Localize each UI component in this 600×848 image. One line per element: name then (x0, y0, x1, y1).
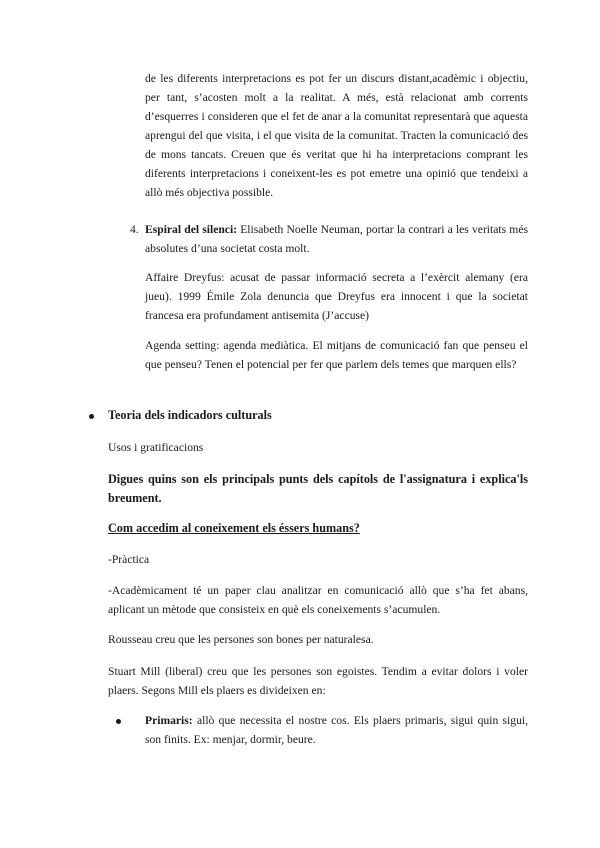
academic-paragraph: -Acadèmicament té un paper clau analitzar en comunicació allò que s’ha fet abans, aplicant un mètode que consisteix en què els coneixements s’acumulen. (108, 584, 528, 616)
section-heading: Com accedim al coneixement els éssers humans? (108, 521, 360, 535)
intro-paragraph: de les diferents interpretacions es pot fer un discurs distant,acadèmic i objectiu, per tant, s’acosten molt a la realitat. A més, està relacionat amb corrents d’esquerres i consideren que el fet de anar a la comunitat representarà que aquesta aprengui del que visita, i el que visita de la comunitat. Tracten la comunicació des de mons tancats. Creuen que és veritat que hi ha interpretacions comprant les diferents interpretacions i coneixent-les es pot emetre una opinió que tendeixi a allò més objectiva possible. (145, 72, 528, 199)
primaris-paragraph (145, 711, 528, 749)
usos-gratificacions-line: Usos i gratificacions (108, 441, 204, 454)
primaris-term: Primaris: (145, 714, 193, 727)
espiral-text: Elisabeth Noelle Neuman, portar la contrari a les veritats més absolutes d’una societat costa molt. (145, 223, 528, 255)
teoria-indicadors-heading: Teoria dels indicadors culturals (108, 408, 272, 422)
dreyfus-paragraph: Affaire Dreyfus: acusat de passar informació secreta a l’exèrcit alemany (era jueu). 1999 Émile Zola denuncia que Dreyfus era innocent i que la societat francesa era profundament antisemita (J’accuse) (145, 271, 528, 322)
question-heading: Digues quins son els principals punts dels capítols de l'assignatura i explica'ls breument. (108, 472, 528, 505)
agenda-setting-paragraph: Agenda setting: agenda mediàtica. El mitjans de comunicació fan que penseu el que penseu? Tenen el potencial per fer que parlem dels temes que marquen ells? (145, 339, 528, 371)
espiral-term: Espiral del silenci: (145, 223, 238, 236)
mill-paragraph: Stuart Mill (liberal) creu que les persones son egoistes. Tendim a evitar dolors i voler plaers. Segons Mill els plaers es divideixen en: (108, 665, 528, 697)
bullet-dot (116, 719, 121, 724)
list-number-4: 4. (130, 223, 139, 236)
primaris-text: allò que necessita el nostre cos. Els plaers primaris, sigui quin sigui, son finits. Ex: menjar, dormir, beure. (145, 714, 528, 746)
bullet-dot (89, 414, 94, 419)
espiral-del-silenci-paragraph (145, 220, 528, 258)
practica-line: -Pràctica (108, 553, 150, 566)
rousseau-paragraph: Rousseau creu que les persones son bones per naturalesa. (108, 633, 374, 646)
